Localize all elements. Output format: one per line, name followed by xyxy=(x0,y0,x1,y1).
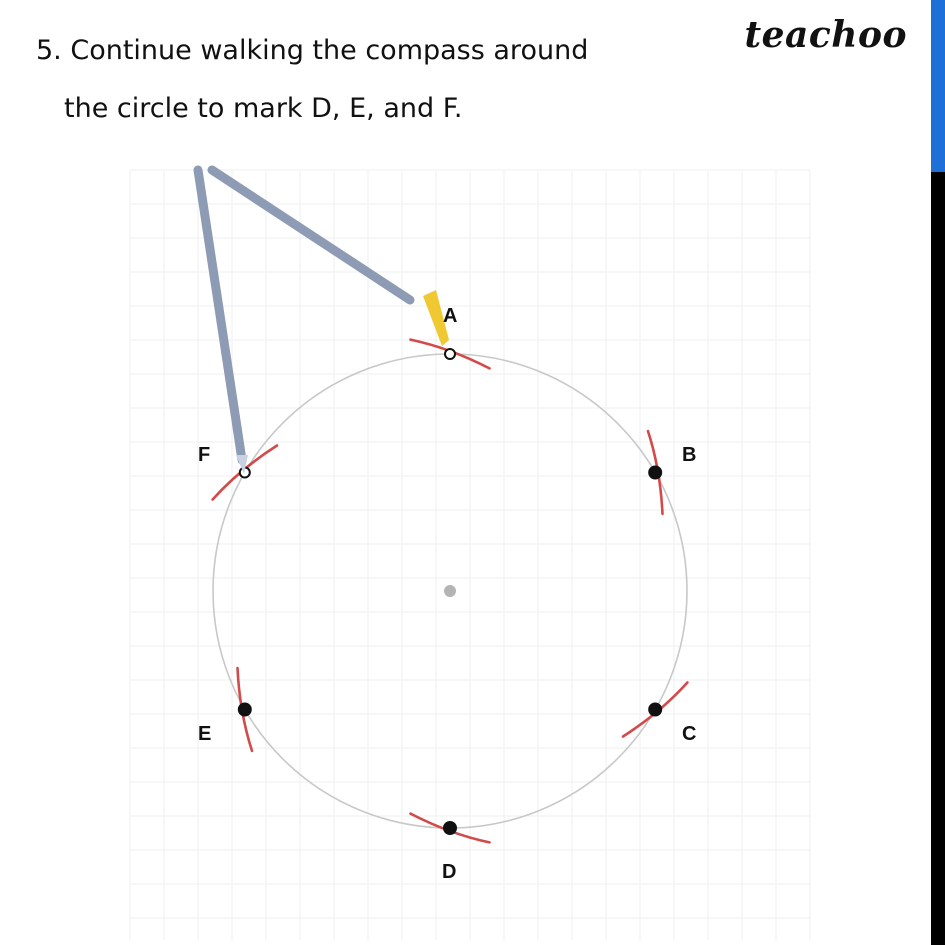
label-e: E xyxy=(198,723,212,745)
teachoo-logo: teachoo xyxy=(744,14,907,56)
point-d xyxy=(444,822,456,834)
label-f: F xyxy=(198,444,211,466)
compass-leg-needle xyxy=(198,170,242,460)
instruction-line-1: 5. Continue walking the compass around xyxy=(36,35,589,66)
side-scroll-bar xyxy=(931,0,945,945)
instruction-line-2: the circle to mark D, E, and F. xyxy=(64,93,463,124)
point-e xyxy=(239,704,251,716)
point-a xyxy=(445,349,455,359)
compass-icon xyxy=(198,170,449,474)
grid-background xyxy=(130,170,810,940)
point-b xyxy=(649,467,661,479)
side-bar-accent xyxy=(931,0,945,172)
label-c: C xyxy=(682,723,697,745)
label-a: A xyxy=(443,305,458,327)
label-d: D xyxy=(442,861,457,883)
point-c xyxy=(649,704,661,716)
label-b: B xyxy=(682,444,697,466)
center-point xyxy=(444,585,456,597)
compass-leg-pencil xyxy=(212,170,410,300)
